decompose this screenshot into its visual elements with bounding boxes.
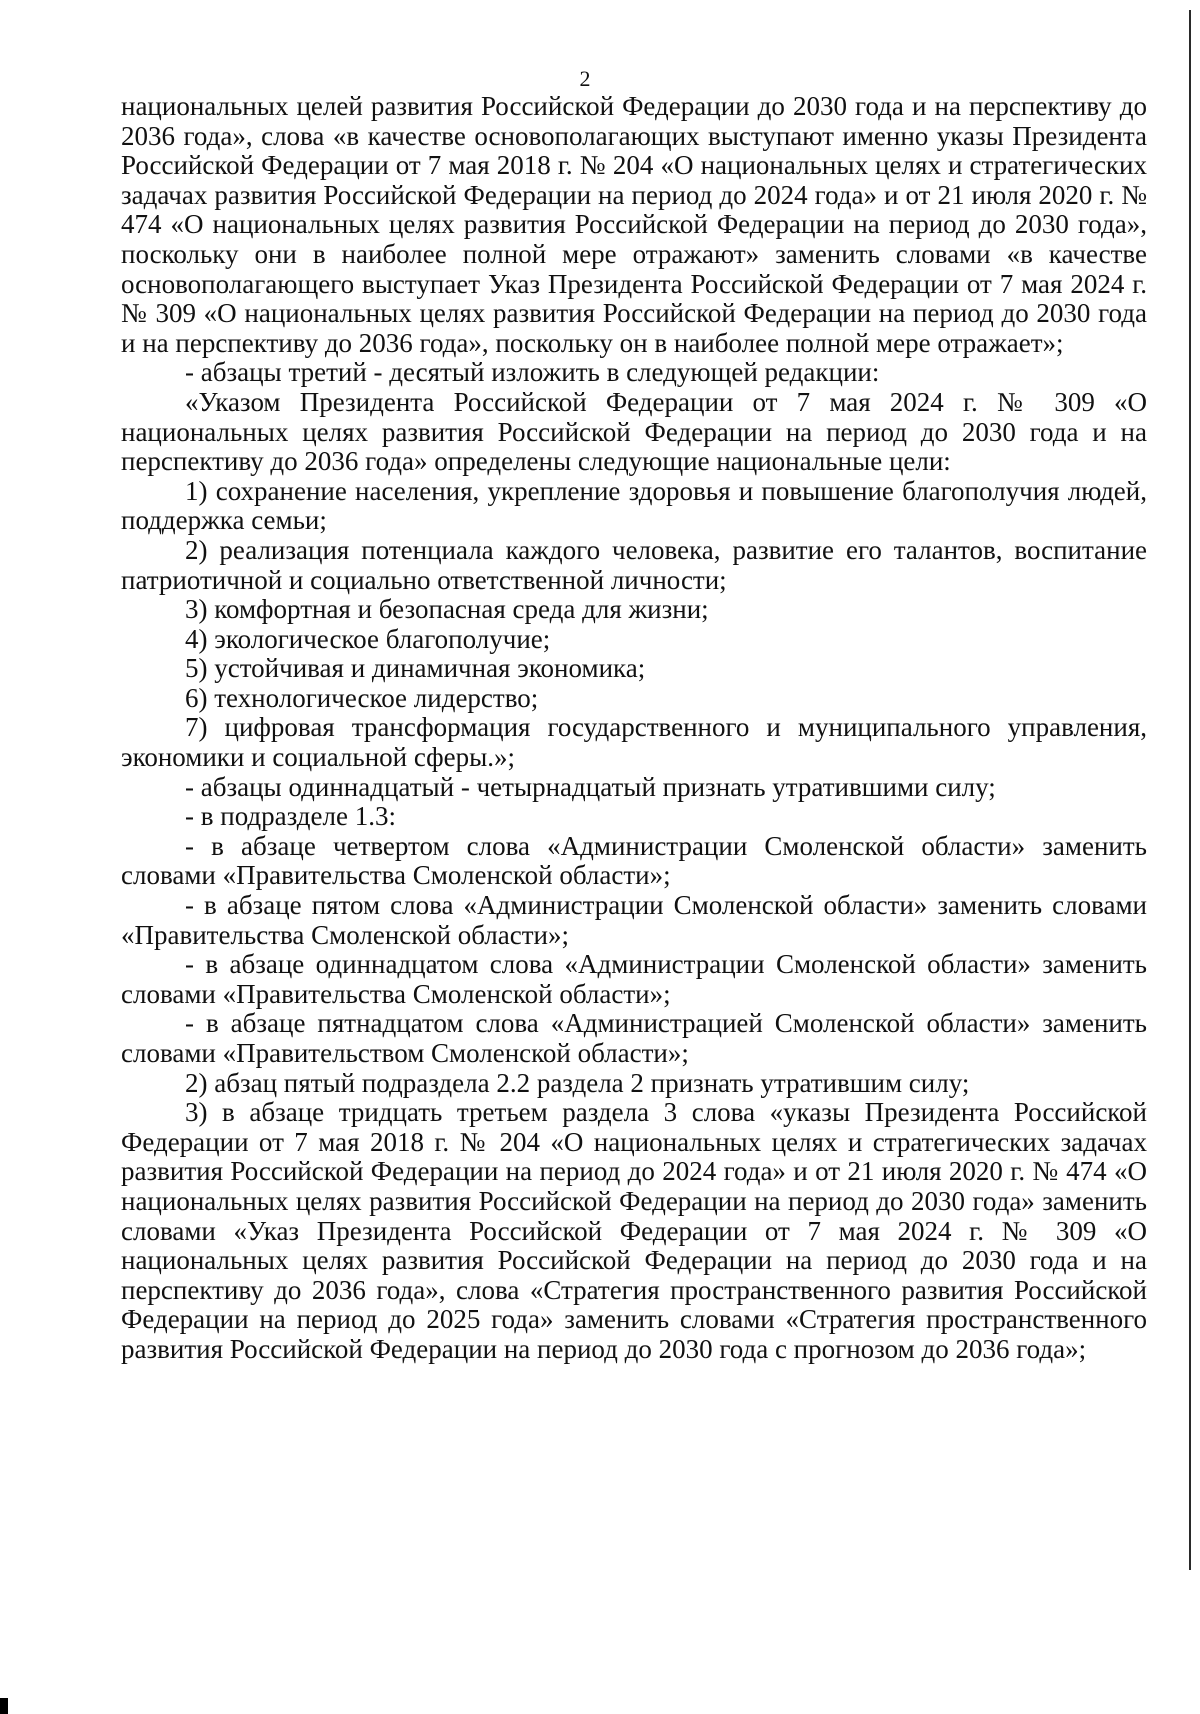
- paragraph: «Указом Президента Российской Федерации от 7 мая 2024 г. № 309 «О национальных целях развития Российской Федерации на период до 2030 года и на перспективу до 2036 года» определены следующие национальные цели:: [121, 386, 1147, 477]
- list-item: 3) комфортная и безопасная среда для жизни;: [185, 594, 709, 625]
- paragraph-continuation: национальных целей развития Российской Федерации до 2030 года и на перспективу до 2036 года», слова «в качестве основополагающих выступают именно указы Президента Российской Федерации от 7 мая 2018 г. № 204 «О национальных целях и стратегических задачах развития Российской Федерации на период до 2024 года» и от 21 июля 2020 г. № 474 «О национальных целях развития Российской Федерации на период до 2030 года», поскольку они в наиболее полной мере отражают» заменить словами «в качестве основополагающего выступает Указ Президента Российской Федерации от 7 мая 2024 г. № 309 «О национальных целях развития Российской Федерации на период до 2030 года и на перспективу до 2036 года», поскольку он в наиболее полной мере отражает»;: [121, 91, 1147, 358]
- list-item: 1) сохранение населения, укрепление здоровья и повышение благополучия людей, поддержка семьи;: [121, 475, 1147, 536]
- paragraph: - в абзаце пятнадцатом слова «Администрацией Смоленской области» заменить словами «Правительством Смоленской области»;: [121, 1008, 1147, 1068]
- paragraph: - в абзаце четвертом слова «Администрации Смоленской области» заменить словами «Правительства Смоленской области»;: [121, 830, 1147, 891]
- list-item: 6) технологическое лидерство;: [185, 682, 539, 713]
- list-item: 7) цифровая трансформация государственного и муниципального управления, экономики и социальной сферы.»;: [121, 712, 1147, 773]
- paragraph: - в подразделе 1.3:: [185, 801, 396, 832]
- page-number: 2: [579, 66, 591, 91]
- paragraph: - в абзаце пятом слова «Администрации Смоленской области» заменить словами «Правительства Смоленской области»;: [121, 890, 1147, 950]
- paragraph: 3) в абзаце тридцать третьем раздела 3 слова «указы Президента Российской Федерации от 7 мая 2018 г. № 204 «О национальных целях и стратегических задачах развития Российской Федерации на период до 2024 года» и от 21 июля 2020 г. № 474 «О национальных целях развития Российской Федерации на период до 2030 года» заменить словами «Указ Президента Российской Федерации от 7 мая 2024 г. № 309 «О национальных целях развития Российской Федерации на период до 2030 года и на перспективу до 2036 года», слова «Стратегия пространственного развития Российской Федерации на период до 2025 года» заменить словами «Стратегия пространственного развития Российской Федерации на период до 2030 года с прогнозом до 2036 года»;: [121, 1097, 1147, 1364]
- scan-edge-line: [1189, 10, 1191, 1570]
- document-body: [121, 92, 1147, 1365]
- scan-corner-mark: [0, 1698, 8, 1714]
- paragraph: - в абзаце одиннадцатом слова «Администрации Смоленской области» заменить словами «Правительства Смоленской области»;: [121, 949, 1147, 1009]
- paragraph: 2) абзац пятый подраздела 2.2 раздела 2 признать утратившим силу;: [185, 1067, 970, 1098]
- list-item: 5) устойчивая и динамичная экономика;: [185, 653, 646, 684]
- list-item: 2) реализация потенциала каждого человека, развитие его талантов, воспитание патриотичной и социально ответственной личности;: [121, 534, 1147, 595]
- list-item: 4) экологическое благополучие;: [185, 623, 551, 654]
- paragraph: - абзацы одиннадцатый - четырнадцатый признать утратившими силу;: [185, 771, 996, 802]
- paragraph: - абзацы третий - десятый изложить в следующей редакции:: [185, 357, 880, 388]
